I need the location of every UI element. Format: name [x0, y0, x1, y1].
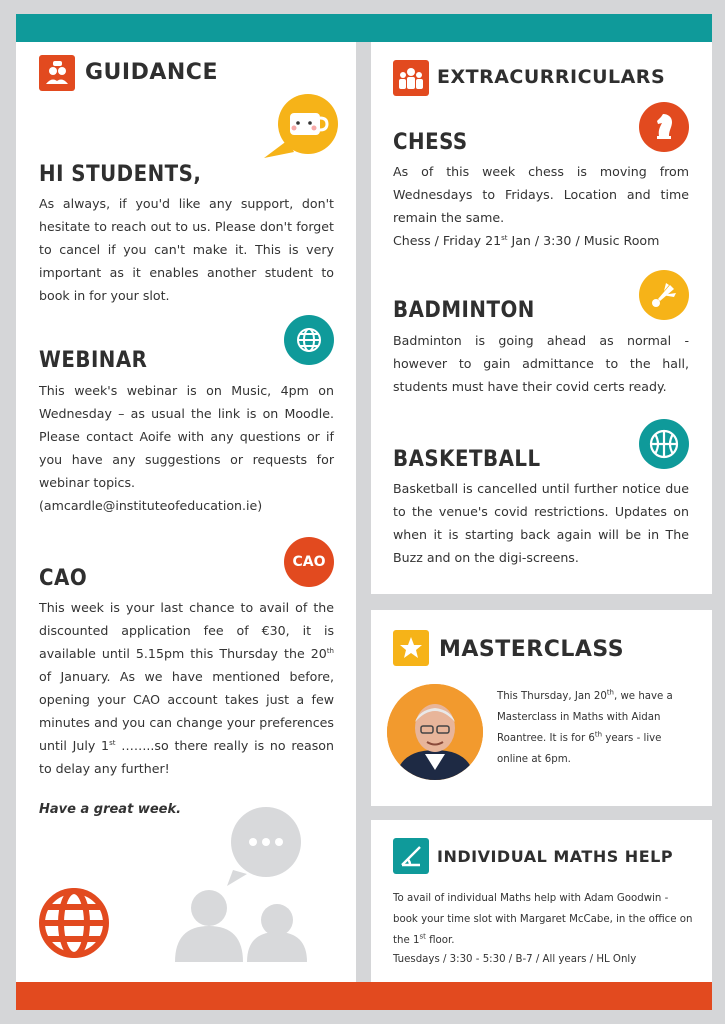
- guidance-panel: [16, 42, 356, 982]
- top-banner: [16, 14, 712, 42]
- people-chat-icon: [39, 55, 75, 91]
- cao-text-part-3: ……..so there really is no reason to delay any further!: [39, 738, 334, 776]
- basketball-heading: BASKETBALL: [393, 447, 541, 472]
- basketball-text: Basketball is cancelled until further notice due to the venue's covid restrictions. Updates on when it is starting back again will be in The Buzz and on the digi-screens.: [393, 481, 689, 565]
- bottom-banner: [16, 982, 712, 1010]
- globe-icon: [284, 315, 334, 365]
- cao-sup-2: st: [109, 738, 116, 747]
- webinar-heading: WEBINAR: [39, 348, 148, 373]
- chess-detail-part-2: Jan / 3:30 / Music Room: [507, 233, 660, 248]
- badminton-heading: BADMINTON: [393, 298, 535, 323]
- cao-text-part-2: of January. As we have mentioned before, opening your CAO account takes just a few minutes and you can change your preferences until July 1: [39, 669, 334, 753]
- chess-detail: [393, 229, 689, 252]
- badminton-text: Badminton is going ahead as normal - however to gain admittance to the hall, students must have their covid certs ready.: [393, 333, 689, 394]
- masterclass-text: [497, 686, 687, 770]
- maths-help-sup: st: [419, 932, 426, 941]
- masterclass-sup-1: th: [606, 688, 614, 697]
- signoff-text: Have a great week.: [39, 802, 182, 817]
- masterclass-text-part-1: This Thursday, Jan 20: [497, 691, 607, 702]
- basketball-icon: [639, 419, 689, 469]
- webinar-email[interactable]: (amcardle@instituteofeducation.ie): [39, 498, 263, 513]
- shuttlecock-icon: [639, 270, 689, 320]
- chess-knight-icon: [639, 102, 689, 152]
- masterclass-title: MASTERCLASS: [439, 637, 625, 662]
- coffee-cup-icon: [264, 94, 340, 164]
- hi-students-text: As always, if you'd like any support, don't hesitate to reach out to us. Please don't forget to cancel if you can't make it. This is very important as it enables another student to book in for your slot.: [39, 196, 334, 303]
- masterclass-text-part-2: , we have a Masterclass in Maths with Aidan Roantree. It is for 6: [497, 691, 673, 744]
- maths-help-detail: Tuesdays / 3:30 - 5:30 / B-7 / All years / HL Only: [393, 954, 637, 965]
- cao-text: [39, 596, 334, 780]
- group-icon: [393, 60, 429, 96]
- extracurriculars-title: EXTRACURRICULARS: [437, 66, 666, 88]
- globe-outline-icon: [38, 887, 110, 963]
- hi-students-heading: HI STUDENTS,: [39, 162, 202, 187]
- chess-text: As of this week chess is moving from Wednesdays to Fridays. Location and time remain the same.: [393, 164, 689, 225]
- maths-help-text-part-1: To avail of individual Maths help with Adam Goodwin - book your time slot with Margaret McCabe, in the office on the 1: [393, 893, 693, 946]
- people-conversation-icon: [171, 802, 316, 966]
- masterclass-sup-2: th: [594, 730, 603, 739]
- maths-help-panel: [371, 820, 712, 982]
- cao-text-part-1: This week is your last chance to avail of the discounted application fee of €30, it is available until 5.15pm this Thursday the 20: [39, 600, 334, 661]
- maths-help-text-part-2: floor.: [425, 935, 455, 946]
- maths-help-title: INDIVIDUAL MATHS HELP: [437, 847, 674, 866]
- extracurriculars-panel: [371, 42, 712, 594]
- guidance-title: GUIDANCE: [85, 60, 218, 85]
- maths-help-text: [393, 888, 693, 951]
- cao-badge: [284, 537, 334, 587]
- cao-badge-label: CAO: [292, 554, 326, 570]
- chess-heading: CHESS: [393, 130, 468, 155]
- chess-detail-part-1: Chess / Friday 21: [393, 233, 502, 248]
- cao-heading: CAO: [39, 566, 88, 591]
- protractor-icon: [393, 838, 429, 874]
- masterclass-text-part-3: years - live online at 6pm.: [497, 733, 662, 765]
- presenter-photo: [387, 684, 483, 780]
- cao-sup-1: th: [326, 646, 334, 655]
- star-icon: [393, 630, 429, 666]
- masterclass-panel: [371, 610, 712, 806]
- chess-detail-sup: st: [501, 233, 508, 242]
- webinar-text: This week's webinar is on Music, 4pm on Wednesday – as usual the link is on Moodle. Please contact Aoife with any questions or if you have any suggestions or requests for webinar topics.: [39, 383, 334, 490]
